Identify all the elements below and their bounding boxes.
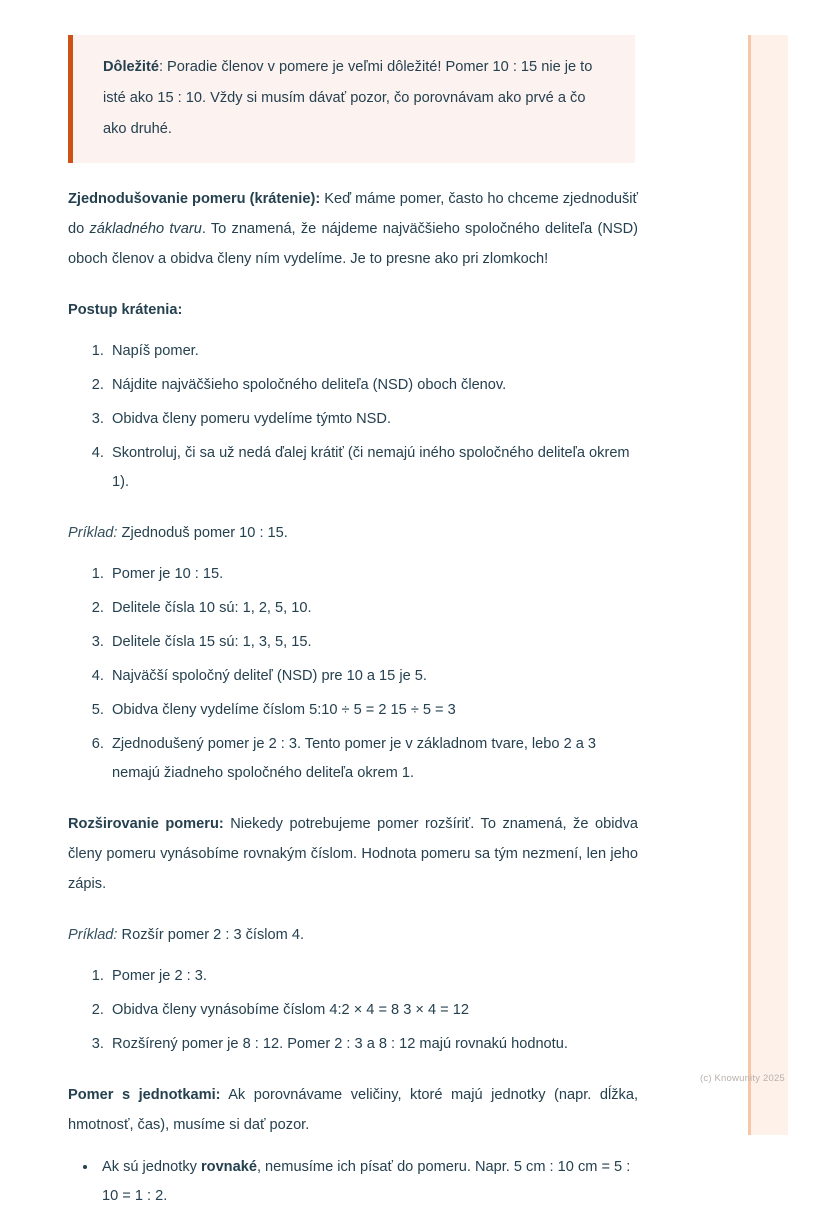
units-lead-label: Pomer s jednotkami:	[68, 1087, 221, 1103]
callout-text	[103, 52, 613, 145]
list-item: 1. Pomer je 10 : 15.	[108, 560, 638, 589]
list-item: 1. Pomer je 2 : 3.	[108, 962, 638, 991]
expand-example-intro	[68, 921, 638, 949]
simplify-text-italic: základného tvaru	[89, 221, 202, 237]
bullet-text-post: , nemusíme ich písať do pomeru. Napr. 5 cm : 10 cm = 5 : 10 = 1 : 2.	[102, 1159, 631, 1204]
list-item: 3. Rozšírený pomer je 8 : 12. Pomer 2 : 3 a 8 : 12 majú rovnakú hodnotu.	[108, 1030, 638, 1059]
simplify-example-list	[68, 560, 638, 788]
list-item: 1. Napíš pomer.	[108, 337, 638, 366]
callout-lead-label: Dôležité	[103, 59, 159, 75]
callout-body: : Poradie členov v pomere je veľmi dôležité! Pomer 10 : 15 nie je to isté ako 15 : 10. Vždy si musím dávať pozor, čo porovnávam ako prvé a čo ako druhé.	[103, 59, 593, 137]
list-item: 5. Obidva členy vydelíme číslom 5:10 ÷ 5 = 2 15 ÷ 5 = 3	[108, 696, 638, 725]
list-item: 6. Zjednodušený pomer je 2 : 3. Tento pomer je v základnom tvare, lebo 2 a 3 nemajú žiadneho spoločného deliteľa okrem 1.	[108, 730, 638, 788]
expand-text: Niekedy potrebujeme pomer rozšíriť. To znamená, že obidva členy pomeru vynásobíme rovnakým číslom. Hodnota pomeru sa tým nezmení, len jeho zápis.	[68, 816, 638, 892]
simplify-text-b: . To znamená, že nájdeme najväčšieho spoločného deliteľa (NSD) oboch členov a obidva členy ním vydelíme. Je to presne ako pri zlomkoch!	[68, 221, 638, 267]
simplify-lead-label: Zjednodušovanie pomeru (krátenie):	[68, 191, 321, 207]
important-callout	[68, 35, 635, 163]
units-text: Ak porovnávame veličiny, ktoré majú jednotky (napr. dĺžka, hmotnosť, čas), musíme si dať pozor.	[68, 1087, 639, 1133]
procedure-heading: Postup krátenia:	[68, 302, 183, 318]
list-item: 4. Najväčší spoločný deliteľ (NSD) pre 10 a 15 je 5.	[108, 662, 638, 691]
units-paragraph	[68, 1080, 638, 1140]
simplify-example-intro	[68, 519, 638, 547]
bullet-text-bold: rovnaké	[200, 1159, 257, 1175]
list-item: 4. Skontroluj, či sa už nedá ďalej krátiť (či nemajú iného spoločného deliteľa okrem 1).	[108, 439, 638, 497]
simplify-paragraph	[68, 184, 638, 274]
list-item: 2. Delitele čísla 10 sú: 1, 2, 5, 10.	[108, 594, 638, 623]
list-item: 3. Obidva členy pomeru vydelíme týmto NSD.	[108, 405, 638, 434]
simplify-text-a: Keď máme pomer, často ho chceme zjednodušiť do	[68, 191, 639, 237]
document-content	[68, 0, 638, 1211]
list-item: 3. Delitele čísla 15 sú: 1, 3, 5, 15.	[108, 628, 638, 657]
list-item: 2. Obidva členy vynásobíme číslom 4:2 × 4 = 8 3 × 4 = 12	[108, 996, 638, 1025]
list-item	[98, 1153, 638, 1211]
example-label: Príklad:	[68, 525, 118, 541]
bullet-text-pre: Ak sú jednotky	[102, 1159, 201, 1175]
simplify-steps-list	[68, 337, 638, 497]
list-item: 2. Nájdite najväčšieho spoločného deliteľa (NSD) oboch členov.	[108, 371, 638, 400]
example-label: Príklad:	[68, 927, 118, 943]
copyright-watermark: (c) Knowunity 2025	[700, 1073, 785, 1084]
units-bullet-list	[68, 1153, 638, 1211]
example-text: Rozšír pomer 2 : 3 číslom 4.	[117, 927, 305, 943]
expand-paragraph	[68, 809, 638, 899]
decorative-side-strip	[748, 35, 788, 1135]
expand-example-list	[68, 962, 638, 1059]
example-text: Zjednoduš pomer 10 : 15.	[117, 525, 288, 541]
expand-lead-label: Rozširovanie pomeru:	[68, 816, 224, 832]
